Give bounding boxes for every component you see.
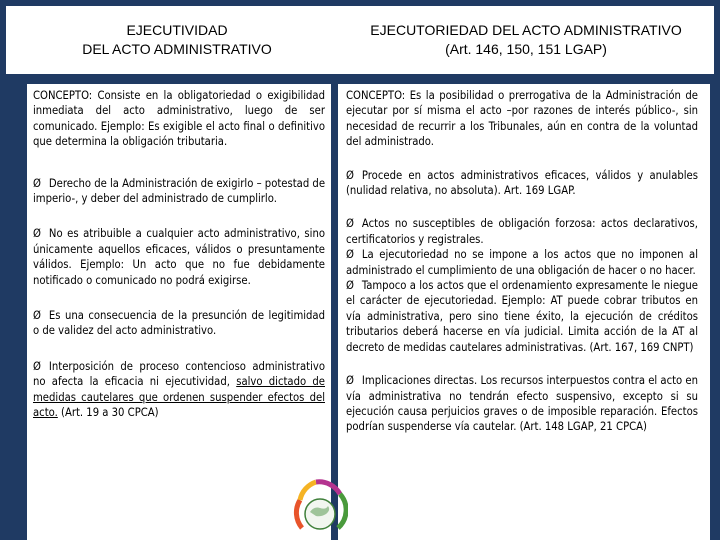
institution-logo-icon [292, 470, 348, 540]
left-bullet-4-ref: (Art. 19 a 30 CPCA) [61, 406, 159, 420]
header-ejecutoriedad [338, 6, 714, 74]
right-bullet-2 [346, 216, 698, 247]
right-bullet-3-text: La ejecutoriedad no se impone a los actos que no imponen al administrado el cumplimiento de una obligación de hacer o no hacer. [346, 248, 698, 277]
right-bullet-4 [346, 278, 698, 355]
right-bullet-5-text: Implicaciones directas. Los recursos interpuestos contra el acto en vía administrativa no tendrán efecto suspensivo, excepto si su ejecución causa perjuicios graves o de imposible reparación. Efectos podrían suspenderse vía cautelar. (Art. 148 LGAP, 21 CPCA) [346, 374, 698, 434]
bullet-arrow-icon: Ø [346, 279, 354, 293]
left-concepto: CONCEPTO: Consiste en la obligatoriedad o exigibilidad inmediata del acto administrativo, luego de ser comunicado. Ejemplo: Es exigible el acto final o definitivo que determina la obligación tributaria. [33, 89, 325, 149]
header-right-line1: EJECUTORIEDAD DEL ACTO ADMINISTRATIVO [370, 22, 682, 38]
left-bullet-4-underlined: salvo dictado de medidas cautelares que ordenen suspender efectos del acto. [33, 375, 325, 420]
bullet-arrow-icon: Ø [33, 359, 41, 373]
bullet-arrow-icon: Ø [346, 168, 354, 182]
left-bullet-3 [33, 308, 325, 339]
left-bullet-2 [33, 226, 325, 288]
header-left-line2: DEL ACTO ADMINISTRATIVO [82, 41, 272, 57]
bullet-arrow-icon: Ø [346, 217, 354, 231]
left-bullet-3-text: Es una consecuencia de la presunción de legitimidad o de validez del acto administrativo. [33, 309, 325, 338]
bullet-arrow-icon: Ø [33, 227, 41, 241]
left-bullet-2-text: No es atribuible a cualquier acto administrativo, sino únicamente aquellos eficaces, válidos o presuntamente válidos. Ejemplo: Un acto que no fue debidamente notificado o comunicado no podrá exigirse. [33, 227, 325, 287]
column-ejecutividad [27, 84, 331, 540]
left-bullet-4-text: Interposición de proceso contencioso administrativo no afecta la eficacia ni ejecutividad, [33, 359, 325, 389]
right-bullet-4-text: Tampoco a los actos que el ordenamiento expresamente le niegue el carácter de ejecutoriedad. Ejemplo: AT puede cobrar tributos en vía administrativa, pero sino tiene éxito, la ejecución de créditos tributarios deberá hacerse en vía judicial. Limita acción de la AT al decreto de medidas cautelares administrativas. (Art. 167, 169 CNPT) [346, 279, 698, 354]
header-ejecutividad [6, 6, 348, 74]
left-bullet-4 [33, 359, 325, 421]
right-bullet-3 [346, 247, 698, 278]
bullet-arrow-icon: Ø [33, 176, 41, 190]
right-bullet-5 [346, 373, 698, 435]
left-bullet-1 [33, 176, 325, 207]
right-bullet-2-text: Actos no susceptibles de obligación forzosa: actos declarativos, certificatorios y registrales. [346, 217, 698, 246]
right-bullet-1 [346, 168, 698, 199]
left-bullet-1-text: Derecho de la Administración de exigirlo – potestad de imperio-, y deber del administrado de cumplirlo. [33, 176, 326, 206]
right-bullet-1-text: Procede en actos administrativos eficaces, válidos y anulables (nulidad relativa, no absoluta). Art. 169 LGAP. [346, 168, 698, 198]
right-concepto: CONCEPTO: Es la posibilidad o prerrogativa de la Administración de ejecutar por sí misma el acto –por razones de interés público-, sin necesidad de recurrir a los Tribunales, aún en contra de la voluntad del administrado. [346, 89, 698, 149]
bullet-arrow-icon: Ø [346, 374, 354, 388]
header-right-line2: (Art. 146, 150, 151 LGAP) [445, 41, 607, 57]
column-ejecutoriedad [338, 84, 710, 540]
bullet-arrow-icon: Ø [346, 248, 354, 262]
header-left-line1: EJECUTIVIDAD [126, 22, 228, 38]
bullet-arrow-icon: Ø [33, 309, 41, 323]
